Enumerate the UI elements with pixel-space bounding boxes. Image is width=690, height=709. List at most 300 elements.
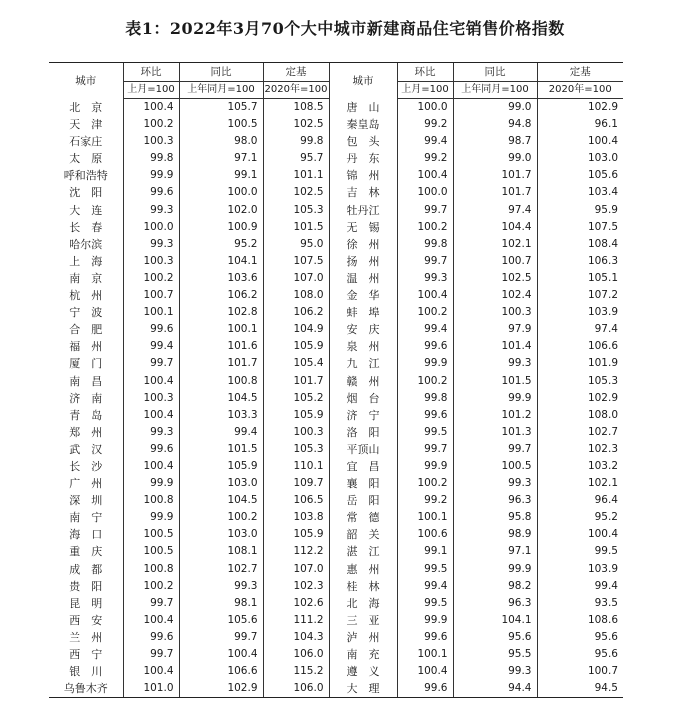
left-base-cell: 102.3 [263, 578, 329, 595]
left-city-cell: 大 连 [69, 203, 103, 217]
left-yoy-cell: 99.3 [179, 578, 263, 595]
right-yoy-cell: 96.3 [453, 595, 537, 612]
header-city-left: 城市 [49, 63, 123, 99]
right-city-cell: 丹 东 [329, 150, 397, 167]
left-city-cell: 广 州 [69, 477, 103, 491]
right-yoy-cell: 99.9 [453, 390, 537, 407]
left-mom-cell: 100.4 [123, 407, 179, 424]
table-row [49, 321, 623, 338]
table-title: 表1：2022年3月70个大中城市新建商品住宅销售价格指数 [125, 19, 565, 38]
right-yoy-cell: 99.9 [453, 561, 537, 578]
left-base-cell: 108.0 [263, 287, 329, 304]
left-base-cell: 103.8 [263, 509, 329, 526]
left-yoy-cell: 98.1 [179, 595, 263, 612]
right-mom-cell: 99.1 [397, 543, 453, 560]
left-city-cell: 郑 州 [69, 425, 103, 439]
left-city-cell: 南 宁 [69, 511, 103, 525]
right-mom-cell: 99.8 [397, 236, 453, 253]
right-mom-cell: 100.2 [397, 373, 453, 390]
right-city-cell: 温 州 [329, 270, 397, 287]
left-base-cell: 99.8 [263, 133, 329, 150]
header-yoy-right: 同比 [453, 63, 537, 82]
left-yoy-cell: 102.9 [179, 680, 263, 698]
left-yoy-cell: 108.1 [179, 543, 263, 560]
right-base-cell: 96.1 [537, 116, 623, 133]
left-base-cell: 102.5 [263, 116, 329, 133]
right-base-cell: 102.9 [537, 390, 623, 407]
right-yoy-cell: 99.7 [453, 441, 537, 458]
right-base-cell: 107.5 [537, 219, 623, 236]
right-yoy-cell: 100.5 [453, 458, 537, 475]
header-yoy-sub-left: 上年同月=100 [179, 82, 263, 99]
table-row [49, 202, 623, 219]
right-city-cell: 扬 州 [329, 253, 397, 270]
right-mom-cell: 100.2 [397, 219, 453, 236]
table-row [49, 150, 623, 167]
right-mom-cell: 99.4 [397, 578, 453, 595]
right-city-cell: 襄 阳 [329, 475, 397, 492]
right-city-cell: 岳 阳 [329, 492, 397, 509]
left-base-cell: 105.4 [263, 355, 329, 372]
left-city-cell: 重 庆 [69, 545, 103, 559]
left-base-cell: 102.5 [263, 184, 329, 201]
left-yoy-cell: 106.2 [179, 287, 263, 304]
right-yoy-cell: 102.1 [453, 236, 537, 253]
left-yoy-cell: 99.4 [179, 424, 263, 441]
left-base-cell: 108.5 [263, 99, 329, 117]
header-mom-sub-right: 上月=100 [397, 82, 453, 99]
right-mom-cell: 99.6 [397, 338, 453, 355]
table-row [49, 424, 623, 441]
right-yoy-cell: 101.7 [453, 167, 537, 184]
right-mom-cell: 100.4 [397, 663, 453, 680]
right-city-cell: 遵 义 [329, 663, 397, 680]
right-base-cell: 105.3 [537, 373, 623, 390]
right-base-cell: 101.9 [537, 355, 623, 372]
right-base-cell: 108.4 [537, 236, 623, 253]
right-base-cell: 102.3 [537, 441, 623, 458]
table-row [49, 338, 623, 355]
right-yoy-cell: 96.3 [453, 492, 537, 509]
left-yoy-cell: 101.7 [179, 355, 263, 372]
right-yoy-cell: 94.8 [453, 116, 537, 133]
right-yoy-cell: 98.9 [453, 526, 537, 543]
right-base-cell: 95.9 [537, 202, 623, 219]
left-base-cell: 109.7 [263, 475, 329, 492]
left-base-cell: 106.5 [263, 492, 329, 509]
right-yoy-cell: 98.7 [453, 133, 537, 150]
left-mom-cell: 99.7 [123, 595, 179, 612]
left-city-cell: 济 南 [69, 391, 103, 405]
right-mom-cell: 99.7 [397, 441, 453, 458]
left-city-cell: 石家庄 [69, 135, 103, 149]
right-city-cell: 北 海 [329, 595, 397, 612]
right-mom-cell: 100.1 [397, 509, 453, 526]
header-mom-right: 环比 [397, 63, 453, 82]
left-yoy-cell: 105.7 [179, 99, 263, 117]
left-yoy-cell: 100.9 [179, 219, 263, 236]
left-yoy-cell: 105.6 [179, 612, 263, 629]
table-row [49, 99, 623, 117]
right-city-cell: 洛 阳 [329, 424, 397, 441]
right-yoy-cell: 101.5 [453, 373, 537, 390]
left-mom-cell: 99.6 [123, 321, 179, 338]
table-row [49, 355, 623, 372]
right-yoy-cell: 101.2 [453, 407, 537, 424]
table-row [49, 595, 623, 612]
table-row [49, 184, 623, 201]
left-base-cell: 105.3 [263, 441, 329, 458]
left-base-cell: 105.9 [263, 338, 329, 355]
right-city-cell: 包 头 [329, 133, 397, 150]
right-city-cell: 南 充 [329, 646, 397, 663]
left-mom-cell: 99.4 [123, 338, 179, 355]
table-row [49, 373, 623, 390]
right-mom-cell: 100.2 [397, 304, 453, 321]
table-row [49, 458, 623, 475]
left-city-cell: 长 沙 [69, 459, 103, 473]
table-row [49, 304, 623, 321]
right-base-cell: 103.9 [537, 304, 623, 321]
right-city-cell: 烟 台 [329, 390, 397, 407]
left-base-cell: 104.3 [263, 629, 329, 646]
left-city-cell: 贵 阳 [69, 579, 103, 593]
left-base-cell: 105.9 [263, 407, 329, 424]
right-city-cell: 吉 林 [329, 184, 397, 201]
right-mom-cell: 99.4 [397, 133, 453, 150]
left-base-cell: 102.6 [263, 595, 329, 612]
left-base-cell: 101.7 [263, 373, 329, 390]
left-mom-cell: 101.0 [123, 680, 179, 698]
left-city-cell: 宁 波 [69, 306, 103, 320]
left-city-cell: 南 京 [69, 271, 103, 285]
left-mom-cell: 99.8 [123, 150, 179, 167]
right-city-cell: 锦 州 [329, 167, 397, 184]
left-yoy-cell: 103.3 [179, 407, 263, 424]
left-yoy-cell: 105.9 [179, 458, 263, 475]
left-city-cell: 上 海 [69, 254, 103, 268]
left-yoy-cell: 100.1 [179, 321, 263, 338]
right-city-cell: 安 庆 [329, 321, 397, 338]
left-city-cell: 天 津 [69, 118, 103, 132]
right-city-cell: 济 宁 [329, 407, 397, 424]
left-mom-cell: 100.3 [123, 253, 179, 270]
left-base-cell: 106.0 [263, 680, 329, 698]
table-row [49, 390, 623, 407]
right-mom-cell: 100.4 [397, 167, 453, 184]
table-row [49, 236, 623, 253]
header-yoy-left: 同比 [179, 63, 263, 82]
right-mom-cell: 100.4 [397, 287, 453, 304]
table-row [49, 526, 623, 543]
left-mom-cell: 99.3 [123, 424, 179, 441]
table-row [49, 167, 623, 184]
left-yoy-cell: 100.0 [179, 184, 263, 201]
left-mom-cell: 100.2 [123, 116, 179, 133]
table-row [49, 646, 623, 663]
right-yoy-cell: 102.5 [453, 270, 537, 287]
right-yoy-cell: 101.7 [453, 184, 537, 201]
left-base-cell: 107.0 [263, 561, 329, 578]
right-city-cell: 泉 州 [329, 338, 397, 355]
right-base-cell: 107.2 [537, 287, 623, 304]
left-base-cell: 112.2 [263, 543, 329, 560]
table-row [49, 612, 623, 629]
left-yoy-cell: 106.6 [179, 663, 263, 680]
left-yoy-cell: 100.4 [179, 646, 263, 663]
right-mom-cell: 100.1 [397, 646, 453, 663]
left-mom-cell: 100.5 [123, 526, 179, 543]
right-city-cell: 无 锡 [329, 219, 397, 236]
right-yoy-cell: 99.3 [453, 475, 537, 492]
right-city-cell: 九 江 [329, 355, 397, 372]
left-city-cell: 太 原 [69, 152, 103, 166]
left-mom-cell: 99.9 [123, 167, 179, 184]
right-base-cell: 95.6 [537, 629, 623, 646]
left-mom-cell: 100.7 [123, 287, 179, 304]
right-yoy-cell: 104.1 [453, 612, 537, 629]
right-mom-cell: 99.2 [397, 150, 453, 167]
left-city-cell: 哈尔滨 [69, 237, 103, 251]
table-row [49, 407, 623, 424]
left-city-cell: 成 都 [69, 562, 103, 576]
table-row [49, 629, 623, 646]
left-base-cell: 107.0 [263, 270, 329, 287]
right-mom-cell: 99.6 [397, 407, 453, 424]
table-row [49, 253, 623, 270]
table-row [49, 116, 623, 133]
right-yoy-cell: 98.2 [453, 578, 537, 595]
right-city-cell: 金 华 [329, 287, 397, 304]
right-yoy-cell: 97.1 [453, 543, 537, 560]
left-yoy-cell: 100.8 [179, 373, 263, 390]
left-yoy-cell: 103.0 [179, 526, 263, 543]
left-mom-cell: 100.4 [123, 458, 179, 475]
left-base-cell: 106.2 [263, 304, 329, 321]
right-yoy-cell: 99.0 [453, 99, 537, 117]
left-mom-cell: 100.1 [123, 304, 179, 321]
table-row [49, 270, 623, 287]
right-yoy-cell: 101.3 [453, 424, 537, 441]
right-mom-cell: 100.0 [397, 184, 453, 201]
right-city-cell: 大 理 [329, 680, 397, 698]
right-base-cell: 102.7 [537, 424, 623, 441]
table-row [49, 509, 623, 526]
right-base-cell: 93.5 [537, 595, 623, 612]
right-city-cell: 宜 昌 [329, 458, 397, 475]
table-row [49, 133, 623, 150]
left-city-cell: 武 汉 [69, 442, 103, 456]
right-base-cell: 103.2 [537, 458, 623, 475]
left-yoy-cell: 102.7 [179, 561, 263, 578]
left-mom-cell: 99.9 [123, 475, 179, 492]
right-mom-cell: 99.2 [397, 492, 453, 509]
left-city-cell: 银 川 [69, 665, 103, 679]
right-city-cell: 徐 州 [329, 236, 397, 253]
left-yoy-cell: 98.0 [179, 133, 263, 150]
left-city-cell: 长 春 [69, 220, 103, 234]
right-base-cell: 108.0 [537, 407, 623, 424]
right-base-cell: 94.5 [537, 680, 623, 698]
right-city-cell: 牡丹江 [329, 202, 397, 219]
left-yoy-cell: 102.0 [179, 202, 263, 219]
table-row [49, 492, 623, 509]
right-city-cell: 唐 山 [329, 99, 397, 117]
right-mom-cell: 99.3 [397, 270, 453, 287]
left-base-cell: 100.3 [263, 424, 329, 441]
left-mom-cell: 100.8 [123, 492, 179, 509]
left-city-cell: 合 肥 [69, 323, 103, 337]
left-city-cell: 兰 州 [69, 630, 103, 644]
right-yoy-cell: 97.9 [453, 321, 537, 338]
left-base-cell: 101.1 [263, 167, 329, 184]
right-base-cell: 100.4 [537, 133, 623, 150]
left-city-cell: 西 宁 [69, 648, 103, 661]
left-mom-cell: 99.7 [123, 646, 179, 663]
left-city-cell: 西 安 [69, 613, 103, 627]
left-city-cell: 厦 门 [69, 357, 103, 371]
right-base-cell: 102.1 [537, 475, 623, 492]
left-mom-cell: 99.7 [123, 355, 179, 372]
right-base-cell: 106.6 [537, 338, 623, 355]
right-base-cell: 108.6 [537, 612, 623, 629]
right-mom-cell: 99.2 [397, 116, 453, 133]
left-city-cell: 福 州 [69, 340, 103, 354]
left-yoy-cell: 104.1 [179, 253, 263, 270]
right-yoy-cell: 99.3 [453, 355, 537, 372]
right-yoy-cell: 101.4 [453, 338, 537, 355]
left-mom-cell: 99.9 [123, 509, 179, 526]
right-yoy-cell: 95.5 [453, 646, 537, 663]
left-base-cell: 95.7 [263, 150, 329, 167]
right-base-cell: 102.9 [537, 99, 623, 117]
table-row [49, 680, 623, 698]
table-row [49, 578, 623, 595]
right-yoy-cell: 95.6 [453, 629, 537, 646]
left-yoy-cell: 99.1 [179, 167, 263, 184]
left-mom-cell: 99.6 [123, 184, 179, 201]
right-yoy-cell: 104.4 [453, 219, 537, 236]
left-yoy-cell: 100.5 [179, 116, 263, 133]
right-base-cell: 103.0 [537, 150, 623, 167]
right-yoy-cell: 99.3 [453, 663, 537, 680]
left-city-cell: 青 岛 [69, 408, 103, 422]
left-city-cell: 杭 州 [69, 289, 103, 303]
left-base-cell: 104.9 [263, 321, 329, 338]
table-row [49, 441, 623, 458]
right-base-cell: 97.4 [537, 321, 623, 338]
right-mom-cell: 99.9 [397, 355, 453, 372]
left-city-cell: 昆 明 [69, 596, 103, 610]
right-mom-cell: 99.8 [397, 390, 453, 407]
left-city-cell: 南 昌 [69, 374, 103, 388]
left-yoy-cell: 99.7 [179, 629, 263, 646]
left-base-cell: 105.9 [263, 526, 329, 543]
right-city-cell: 泸 州 [329, 629, 397, 646]
left-yoy-cell: 101.5 [179, 441, 263, 458]
left-city-cell: 呼和浩特 [63, 169, 108, 183]
right-city-cell: 赣 州 [329, 373, 397, 390]
header-base-sub-right: 2020年=100 [537, 82, 623, 99]
right-base-cell: 99.4 [537, 578, 623, 595]
right-city-cell: 秦皇岛 [329, 116, 397, 133]
right-base-cell: 103.4 [537, 184, 623, 201]
right-city-cell: 蚌 埠 [329, 304, 397, 321]
left-base-cell: 105.3 [263, 202, 329, 219]
header-base-sub-left: 2020年=100 [263, 82, 329, 99]
left-yoy-cell: 102.8 [179, 304, 263, 321]
right-yoy-cell: 99.0 [453, 150, 537, 167]
right-base-cell: 103.9 [537, 561, 623, 578]
table-row [49, 219, 623, 236]
left-mom-cell: 100.4 [123, 373, 179, 390]
header-base-left: 定基 [263, 63, 329, 82]
right-mom-cell: 99.6 [397, 629, 453, 646]
right-city-cell: 常 德 [329, 509, 397, 526]
right-base-cell: 95.2 [537, 509, 623, 526]
right-city-cell: 三 亚 [329, 612, 397, 629]
left-mom-cell: 100.4 [123, 99, 179, 117]
table-body [49, 99, 623, 698]
table-header [49, 63, 623, 99]
header-mom-sub-left: 上月=100 [123, 82, 179, 99]
left-mom-cell: 99.3 [123, 202, 179, 219]
right-city-cell: 桂 林 [329, 578, 397, 595]
right-mom-cell: 100.6 [397, 526, 453, 543]
right-base-cell: 105.1 [537, 270, 623, 287]
right-base-cell: 100.7 [537, 663, 623, 680]
left-mom-cell: 100.3 [123, 390, 179, 407]
left-yoy-cell: 103.0 [179, 475, 263, 492]
left-base-cell: 115.2 [263, 663, 329, 680]
right-mom-cell: 100.0 [397, 99, 453, 117]
left-yoy-cell: 100.2 [179, 509, 263, 526]
left-mom-cell: 100.5 [123, 543, 179, 560]
header-yoy-sub-right: 上年同月=100 [453, 82, 537, 99]
right-base-cell: 106.3 [537, 253, 623, 270]
left-base-cell: 105.2 [263, 390, 329, 407]
left-city-cell: 海 口 [69, 528, 103, 542]
right-city-cell: 韶 关 [329, 526, 397, 543]
right-yoy-cell: 94.4 [453, 680, 537, 698]
left-mom-cell: 100.2 [123, 578, 179, 595]
table-row [49, 561, 623, 578]
header-mom-left: 环比 [123, 63, 179, 82]
right-mom-cell: 99.9 [397, 458, 453, 475]
left-mom-cell: 100.4 [123, 612, 179, 629]
right-mom-cell: 100.2 [397, 475, 453, 492]
right-base-cell: 105.6 [537, 167, 623, 184]
table-row [49, 475, 623, 492]
left-mom-cell: 99.3 [123, 236, 179, 253]
right-yoy-cell: 100.3 [453, 304, 537, 321]
left-base-cell: 111.2 [263, 612, 329, 629]
left-city-cell: 乌鲁木齐 [49, 680, 123, 698]
left-base-cell: 106.0 [263, 646, 329, 663]
left-base-cell: 95.0 [263, 236, 329, 253]
left-mom-cell: 100.3 [123, 133, 179, 150]
table-row [49, 287, 623, 304]
right-base-cell: 96.4 [537, 492, 623, 509]
right-yoy-cell: 102.4 [453, 287, 537, 304]
left-mom-cell: 100.8 [123, 561, 179, 578]
price-index-table [49, 62, 623, 698]
left-yoy-cell: 104.5 [179, 492, 263, 509]
left-city-cell: 北 京 [69, 100, 103, 114]
left-mom-cell: 100.4 [123, 663, 179, 680]
right-mom-cell: 99.9 [397, 612, 453, 629]
right-base-cell: 100.4 [537, 526, 623, 543]
